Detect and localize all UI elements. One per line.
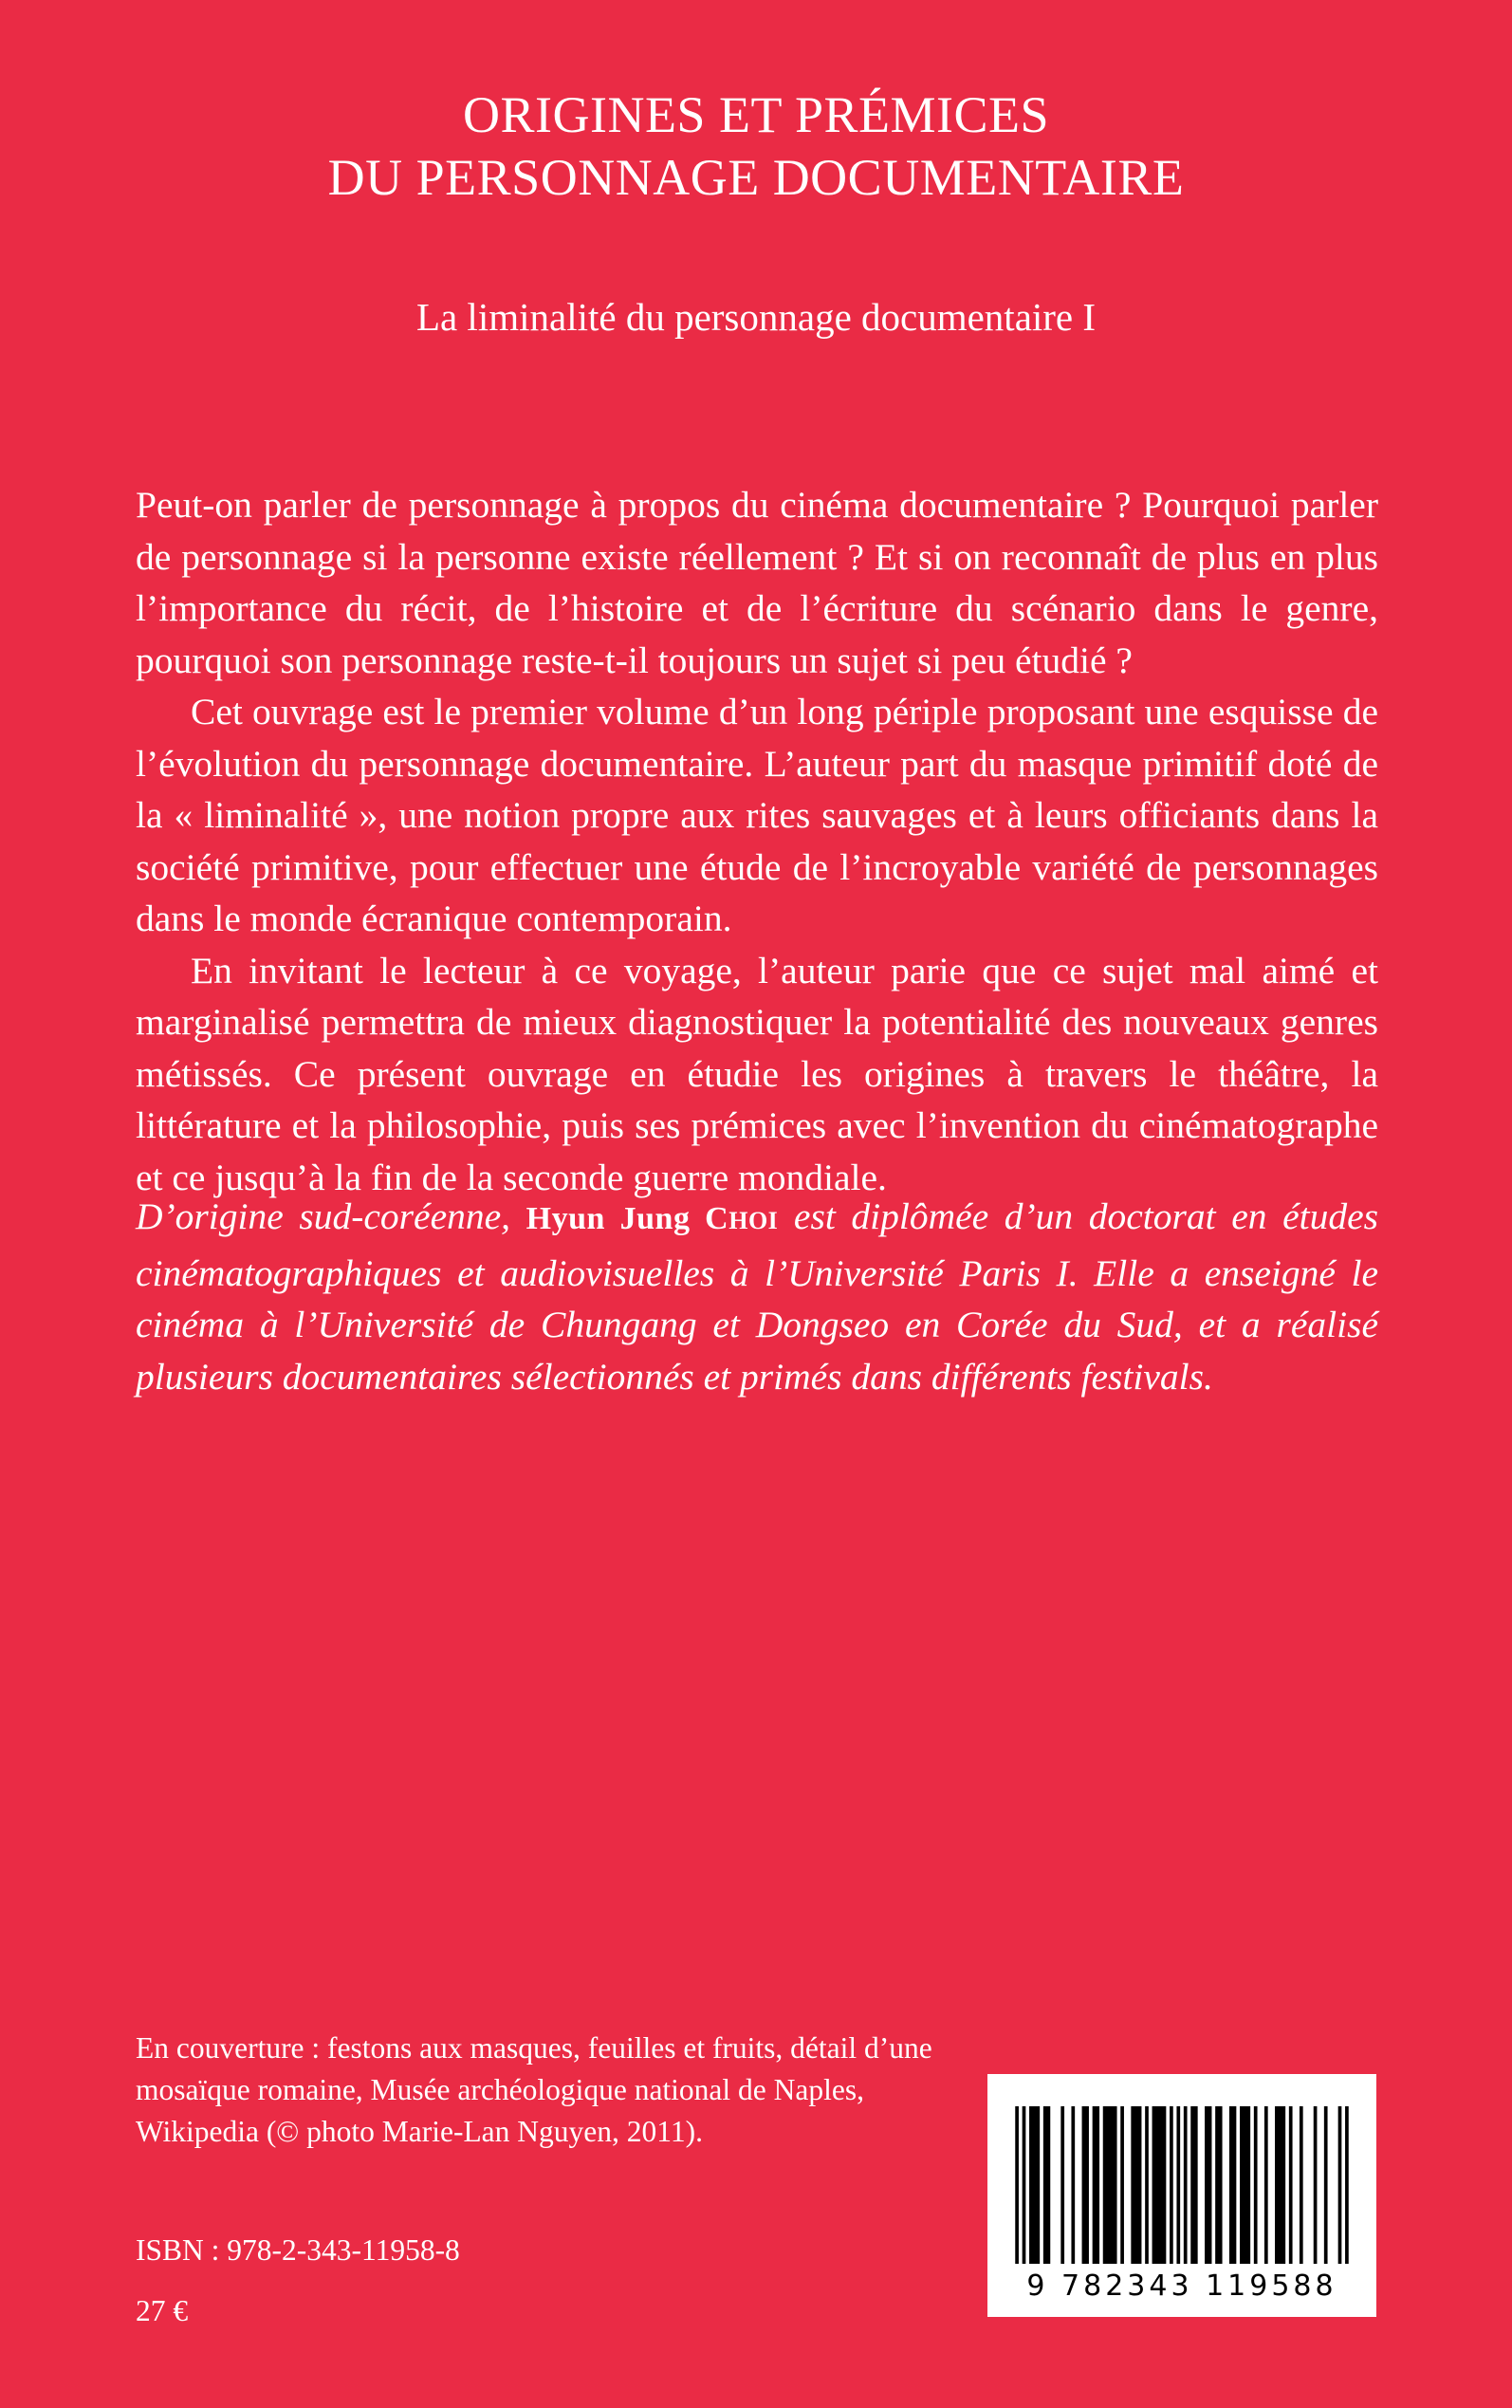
barcode-digits: 9 782343 119588: [1026, 2269, 1337, 2303]
title-line-1: ORIGINES ET PRÉMICES: [462, 86, 1050, 143]
barcode-bar: [1314, 2106, 1318, 2264]
bio-suffix: est diplômée d’un doctorat en études cinématographiques et audiovisuelles à l’Université Paris I. Elle a enseigné le cinéma à l’Université de Chungang et Dongseo en Corée du Sud, et a réalisé plusieurs documentaires sélectionnés et primés dans différents festivals.: [136, 1195, 1379, 1398]
barcode-bar: [1029, 2106, 1040, 2264]
barcode-bar: [1093, 2106, 1099, 2264]
barcode-bar: [1338, 2106, 1342, 2264]
description-paragraph-1: Peut-on parler de personnage à propos du cinéma documentaire ? Pourquoi parler de personnage si la personne existe réellement ? Et si on reconnaît de plus en plus l’importance du récit, de l’histoire et de l’écriture du scénario dans le genre, pourquoi son personnage reste-t-il toujours un sujet si peu étudié ?: [136, 484, 1378, 681]
barcode-bar: [1060, 2106, 1064, 2264]
barcode-bar: [1275, 2106, 1285, 2264]
barcode-bar: [1152, 2106, 1167, 2264]
barcode-bar: [1015, 2106, 1019, 2264]
barcode-bar: [1264, 2106, 1268, 2264]
book-subtitle: La liminalité du personnage documentaire I: [415, 295, 1097, 339]
barcode-bar: [1190, 2106, 1197, 2264]
barcode-bar: [1170, 2106, 1173, 2264]
barcode-bar: [1071, 2106, 1075, 2264]
barcode-bar: [1205, 2106, 1211, 2264]
description-paragraph-2: Cet ouvrage est le premier volume d’un long périple proposant une esquisse de l’évolution du personnage documentaire. L’auteur part du masque primitif doté de la « liminalité », une notion propre aux rites sauvages et à leurs officiants dans la société primitive, pour effectuer une étude de l’incroyable variété de personnages dans le monde écranique contemporain.: [136, 691, 1378, 939]
description: [136, 479, 1378, 1203]
barcode-bar: [1324, 2106, 1328, 2264]
title-line-2: DU PERSONNAGE DOCUMENTAIRE: [327, 149, 1185, 206]
barcode: [987, 2074, 1376, 2317]
author-bio: [136, 1191, 1378, 1402]
book-title: [0, 83, 1512, 209]
barcode-bar: [1023, 2106, 1026, 2264]
isbn: ISBN : 978-2-343-11958-8: [136, 2233, 460, 2267]
cover-credits: En couverture : festons aux masques, feuilles et fruits, détail d’une mosaïque romaine, Musée archéologique national de Naples, Wikipedia (© photo Marie-Lan Nguyen, 2011).: [136, 2031, 932, 2148]
barcode-bar: [1229, 2106, 1236, 2264]
barcode-bar: [1176, 2106, 1180, 2264]
barcode-bar: [1215, 2106, 1222, 2264]
barcode-bar: [1103, 2106, 1117, 2264]
barcode-bar: [1254, 2106, 1258, 2264]
barcode-bar: [1120, 2106, 1124, 2264]
description-paragraph-3: En invitant le lecteur à ce voyage, l’auteur parie que ce sujet mal aimé et marginalisé permettra de mieux diagnostiquer la potentialité des nouveaux genres métissés. Ce présent ouvrage en étudie les origines à travers le théâtre, la littérature et la philosophie, puis ses prémices avec l’invention du cinématographe et ce jusqu’à la fin de la seconde guerre mondiale.: [136, 949, 1378, 1198]
barcode-bar: [1043, 2106, 1050, 2264]
price: 27 €: [136, 2294, 189, 2327]
barcode-bar: [1145, 2106, 1149, 2264]
barcode-bar: [1082, 2106, 1089, 2264]
barcode-bars: [987, 2074, 1376, 2269]
barcode-bar: [1131, 2106, 1141, 2264]
author-name: [526, 1201, 779, 1236]
barcode-bar: [1289, 2106, 1293, 2264]
author-name-smallcaps: HOI: [728, 1207, 779, 1234]
barcode-bar: [1184, 2106, 1188, 2264]
barcode-bar: [1345, 2106, 1349, 2264]
bio-prefix: D’origine sud-coréenne,: [136, 1195, 526, 1237]
barcode-bar: [1240, 2106, 1250, 2264]
author-name-main: Hyun Jung C: [526, 1201, 729, 1236]
barcode-bar: [1300, 2106, 1303, 2264]
